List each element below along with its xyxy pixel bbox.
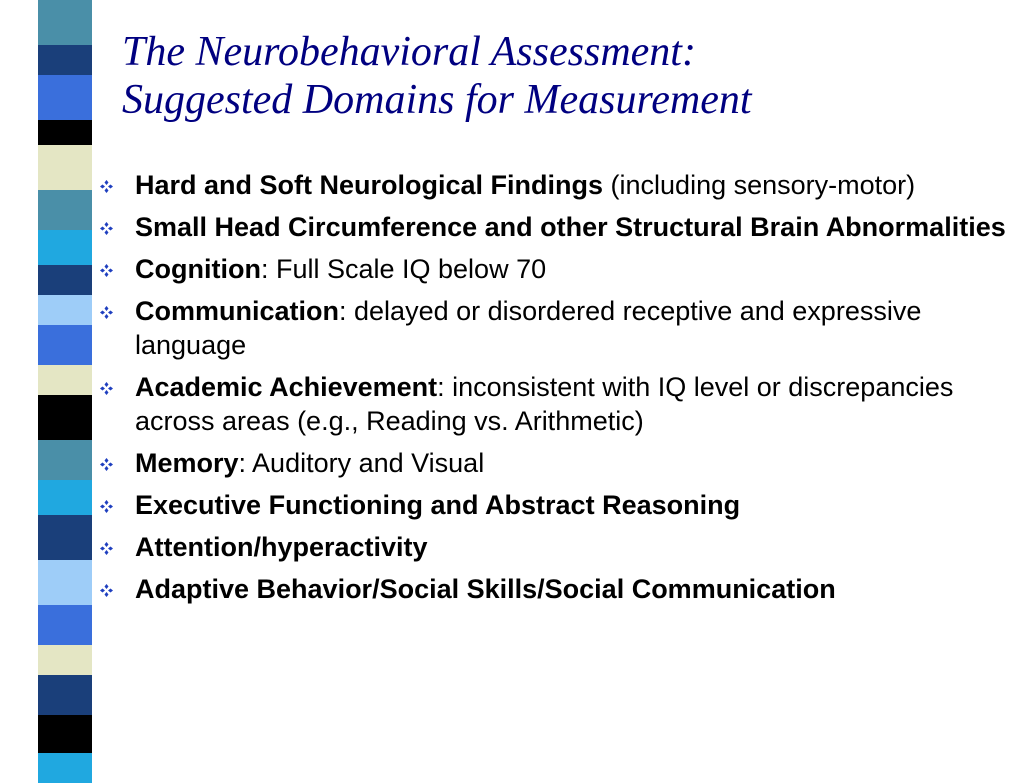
- bullet-heading: Academic Achievement: [135, 372, 438, 402]
- stripe-segment: [38, 145, 92, 190]
- bullet-heading: Executive Functioning and Abstract Reasoning: [135, 490, 741, 520]
- bullet-heading: Adaptive Behavior/Social Skills/Social Communication: [135, 574, 836, 604]
- stripe-segment: [38, 715, 92, 753]
- diamond-bullet-icon: [100, 306, 113, 319]
- stripe-segment: [38, 0, 92, 45]
- bullet-text: : Full Scale IQ below 70: [260, 254, 547, 284]
- diamond-bullet-icon: [100, 264, 113, 277]
- stripe-segment: [38, 753, 92, 783]
- decorative-color-stripe: [38, 0, 92, 768]
- bullet-text: (including sensory-motor): [603, 170, 916, 200]
- bullet-item: [98, 446, 1008, 480]
- stripe-segment: [38, 365, 92, 395]
- stripe-segment: [38, 395, 92, 440]
- stripe-segment: [38, 440, 92, 480]
- bullet-heading: Hard and Soft Neurological Findings: [135, 170, 604, 200]
- diamond-bullet-icon: [100, 382, 113, 395]
- bullet-text: : Auditory and Visual: [238, 448, 485, 478]
- stripe-segment: [38, 45, 92, 75]
- bullet-item: [98, 530, 1008, 564]
- stripe-segment: [38, 605, 92, 645]
- diamond-bullet-icon: [100, 500, 113, 513]
- diamond-bullet-icon: [100, 180, 113, 193]
- bullet-heading: Small Head Circumference and other Structural Brain Abnormalities: [135, 212, 1006, 242]
- stripe-segment: [38, 230, 92, 265]
- bullet-item: [98, 168, 1008, 202]
- bullet-item: [98, 572, 1008, 606]
- bullet-text: : inconsistent with IQ level or discrepancies across areas (e.g., Reading vs. Arithmetic): [135, 372, 954, 436]
- slide-title: [122, 28, 1002, 124]
- diamond-bullet-icon: [100, 584, 113, 597]
- bullet-heading: Cognition: [135, 254, 261, 284]
- bullet-item: [98, 210, 1008, 244]
- stripe-segment: [38, 645, 92, 675]
- stripe-segment: [38, 190, 92, 230]
- stripe-segment: [38, 265, 92, 295]
- stripe-segment: [38, 295, 92, 325]
- bullet-text: : delayed or disordered receptive and expressive language: [135, 296, 922, 360]
- bullet-heading: Memory: [135, 448, 239, 478]
- slide-title-line-2: Suggested Domains for Measurement: [122, 77, 752, 123]
- bullet-item: [98, 252, 1008, 286]
- stripe-segment: [38, 480, 92, 515]
- bullet-item: [98, 294, 1008, 362]
- diamond-bullet-icon: [100, 458, 113, 471]
- stripe-segment: [38, 325, 92, 365]
- diamond-bullet-icon: [100, 222, 113, 235]
- diamond-bullet-icon: [100, 542, 113, 555]
- stripe-segment: [38, 675, 92, 715]
- stripe-segment: [38, 515, 92, 560]
- bullet-item: [98, 488, 1008, 522]
- stripe-segment: [38, 75, 92, 120]
- slide-title-line-1: The Neurobehavioral Assessment:: [122, 29, 696, 75]
- stripe-segment: [38, 120, 92, 145]
- stripe-segment: [38, 560, 92, 605]
- bullet-heading: Attention/hyperactivity: [135, 532, 428, 562]
- bullet-item: [98, 370, 1008, 438]
- bullet-list: [98, 168, 1008, 614]
- bullet-heading: Communication: [135, 296, 340, 326]
